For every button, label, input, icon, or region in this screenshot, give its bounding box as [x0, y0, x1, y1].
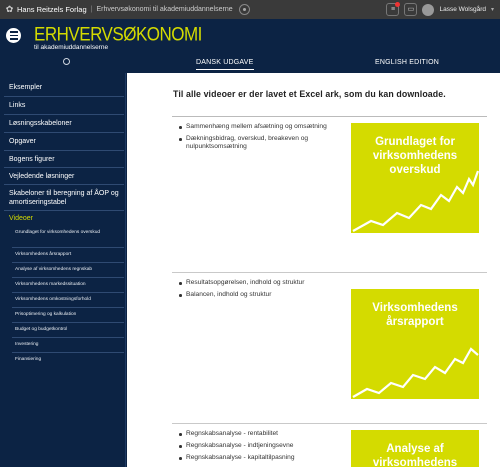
tab-dansk-udgave[interactable]: DANSK UDGAVE [196, 59, 254, 70]
video-thumbnail[interactable] [351, 289, 479, 399]
publisher-logo-icon: ✿ [5, 4, 14, 14]
sidebar-subitem-aarsrapport[interactable]: Virksomhedens årsrapport [15, 252, 72, 257]
sidebar-item-vejledende-loesninger[interactable]: Vejledende løsninger [9, 173, 75, 180]
publisher-name: Hans Reitzels Forlag [17, 5, 87, 14]
sidebar-divider [4, 150, 124, 151]
list-item: Resultatsopgørelsen, indhold og struktur [178, 279, 348, 287]
page-title: Til alle videoer er der lavet et Excel ark, som du kan downloade. [173, 89, 446, 99]
topbar-context[interactable]: Erhvervsøkonomi til akademiuddannelserne [96, 6, 233, 13]
chat-icon[interactable]: ▭ [404, 3, 417, 16]
sidebar-divider [12, 352, 124, 353]
sidebar-item-eksempler[interactable]: Eksempler [9, 84, 43, 91]
topic-list [178, 430, 348, 466]
list-item: Regnskabsanalyse - rentabilitet [178, 430, 348, 438]
list-item: Regnskabsanalyse - kapitaltilpasning [178, 454, 348, 462]
home-icon[interactable] [239, 4, 250, 15]
video-title: Virksomhedens årsrapport [372, 302, 458, 328]
avatar[interactable] [422, 4, 434, 16]
sidebar-divider [4, 210, 124, 211]
sidebar-divider [12, 322, 124, 323]
sidebar-item-opgaver[interactable]: Opgaver [9, 138, 36, 145]
sidebar-divider [12, 307, 124, 308]
sidebar-item-bogens-figurer[interactable]: Bogens figurer [9, 156, 55, 163]
video-row [172, 273, 487, 424]
video-table [172, 116, 487, 467]
sidebar-subitem-analyse[interactable]: Analyse af virksomhedens regnskab [15, 267, 93, 272]
sidebar-divider [12, 277, 124, 278]
video-thumbnail[interactable] [351, 123, 479, 233]
trend-line-graphic [351, 289, 479, 399]
main-content [127, 73, 500, 467]
topic-list [178, 279, 348, 303]
list-item: Balancen, indhold og struktur [178, 291, 348, 299]
sidebar [0, 73, 126, 467]
sidebar-divider [4, 96, 124, 97]
topbar-separator: | [90, 6, 93, 13]
topic-list [178, 123, 348, 155]
video-row [172, 424, 487, 467]
sidebar-item-skabeloner-aop[interactable]: Skabeloner til beregning af ÅOP og amortiseringstabel [9, 190, 119, 206]
sidebar-subitem-budget[interactable]: Budget og budgetkontrol [15, 327, 68, 332]
publisher-logo[interactable] [0, 4, 87, 15]
brand-title[interactable]: ERHVERVSØKONOMI [34, 23, 202, 45]
video-title: Analyse af virksomhedens [372, 443, 458, 467]
sidebar-subitem-investering[interactable]: Investering [15, 342, 39, 347]
sidebar-divider [12, 247, 124, 248]
sidebar-divider [12, 292, 124, 293]
sidebar-subitem-prisoptimering[interactable]: Prisoptimering og kalkulation [15, 312, 77, 317]
sidebar-divider [12, 337, 124, 338]
chevron-down-icon[interactable]: ▾ [490, 7, 494, 13]
video-row [172, 117, 487, 273]
top-bar [0, 0, 500, 19]
sidebar-item-links[interactable]: Links [9, 102, 26, 109]
video-title: Grundlaget for virksomhedens overskud [372, 136, 458, 176]
site-header [0, 19, 500, 73]
sidebar-divider [4, 184, 124, 185]
trend-line-graphic [351, 123, 479, 233]
sidebar-subitem-omkostningsforhold[interactable]: Virksomhedens omkostningsforhold [15, 297, 91, 302]
sidebar-subitem-markedssituation[interactable]: Virksomhedens markedssituation [15, 282, 86, 287]
sidebar-divider [12, 262, 124, 263]
sidebar-item-loesningsskabeloner[interactable]: Løsningsskabeloner [9, 120, 72, 127]
sidebar-item-videoer[interactable]: Videoer [9, 215, 34, 222]
sidebar-subitem-finansiering[interactable]: Finansiering [15, 357, 42, 362]
user-name[interactable]: Lasse Wolsgård [439, 6, 486, 13]
list-item: Regnskabsanalyse - indtjeningsevne [178, 442, 348, 450]
sidebar-subitem-grundlaget[interactable]: Grundlaget for virksomhedens overskud [15, 230, 101, 235]
tab-english-edition[interactable]: ENGLISH EDITION [375, 59, 440, 66]
list-item: Sammenhæng mellem afsætning og omsætning [178, 123, 348, 131]
notification-icon[interactable]: ≡ [386, 3, 399, 16]
brand-subtitle: til akademiuddannelserne [34, 44, 109, 51]
at-icon[interactable] [63, 58, 70, 65]
video-thumbnail[interactable] [351, 430, 479, 467]
sidebar-divider [4, 132, 124, 133]
list-item: Dækningsbidrag, overskud, breakeven og nulpunktsomsætning [178, 135, 348, 151]
menu-icon[interactable] [6, 28, 21, 43]
sidebar-divider [4, 167, 124, 168]
sidebar-divider [4, 114, 124, 115]
